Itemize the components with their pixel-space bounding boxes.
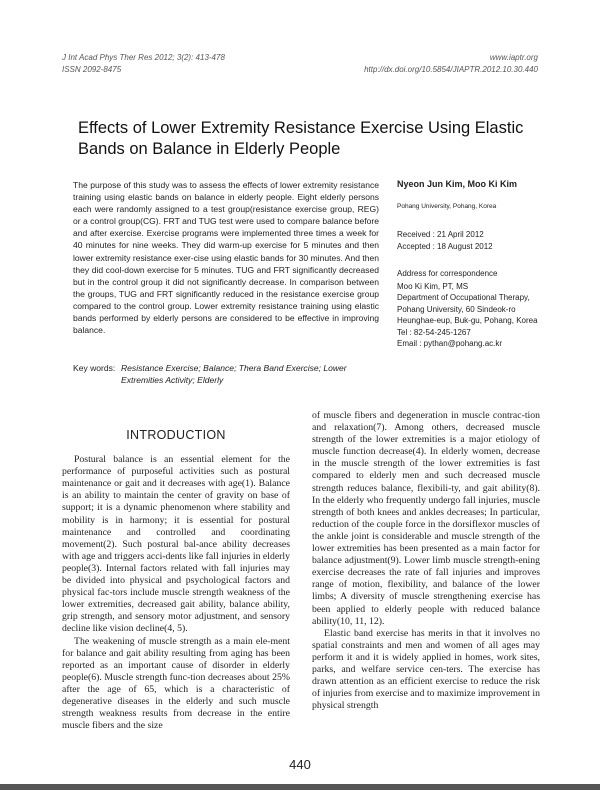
correspondence-line: Heunghae-eup, Buk-gu, Pohang, Korea [397, 316, 538, 325]
abstract: The purpose of this study was to assess the effects of lower extremity resistance training using elastic bands on balance in elderly people. Eight elderly persons each were randomly assigned to a test group(resistance exercise group, REG) or a control group(CG). FRT and TUG test were used to compare balance before and after exercise. Exercise programs were implemented three times a week for 40 minutes for nine weeks. They did warm-up exercise for 5 minutes and then lower extremity resistance exer-cise using elastic bands for 30 minutes. And then they did cool-down exercise for 5 minutes. TUG and FRT significantly decreased but in the control group it did not significantly decrease. In comparison between the groups, TUG and FRT significantly reduced in the resistance exercise group compared to the control group. Lower extremity resistance training using elastic bands performed by elderly persons are considered to be effective in improving balance. [73, 180, 379, 336]
correspondence-line: Pohang University, 60 Sindeok-ro [397, 304, 516, 314]
author-info [397, 179, 547, 350]
paragraph: The weakening of muscle strength as a main ele-ment for balance and gait ability resulting from aging has been reported as an important cause of disorder in elderly people(6). Muscle strength func-tion decreases about 25% after the age of 65, which is a characteristic of degenerative diseases in the elderly and such muscle strength weakness results from decrease in the entire muscle fibers and the size [62, 635, 290, 732]
correspondence-line: Department of Occupational Therapy, [397, 293, 530, 302]
paper-title: Effects of Lower Extremity Resistance Exercise Using Elastic Bands on Balance in Elderly People [78, 119, 524, 158]
body-column-left [62, 410, 290, 732]
website-link[interactable]: www.iaptr.org [489, 53, 538, 62]
dates [397, 229, 547, 252]
journal-citation: J Int Acad Phys Ther Res 2012; 3(2): 413-478 [62, 53, 225, 62]
keywords-value: Resistance Exercise; Balance; Thera Band Exercise; Lower Extremities Activity; Elderly [121, 363, 347, 385]
journal-header [62, 52, 225, 76]
affiliation: Pohang University, Pohang, Korea [397, 202, 497, 210]
received-date: Received : 21 April 2012 [397, 230, 484, 239]
correspondence-tel: Tel : 82-54-245-1267 [397, 327, 471, 337]
correspondence-title: Address for correspondence [397, 269, 498, 278]
keywords [73, 362, 383, 386]
correspondence-email[interactable]: Email : pythan@pohang.ac.kr [397, 339, 503, 348]
section-heading: INTRODUCTION [126, 428, 226, 442]
paragraph: Postural balance is an essential element for the performance of purposeful activities such as postural maintenance or gait and it decreases with age(1). Balance is an ability to maintain the center of gravity on base of support; it is a dynamic phenomenon where stability and mobility is in harmony; it is essential for postural maintenance and controlled and coordinating movement(2). Such postural bal-ance ability decreases with age and triggers acci-dents like fall injuries in elderly people(3). Internal factors related with fall injuries may be divided into physical and psychological factors and physical fac-tors include muscle strength weakness of the lower extremities, decreased gait ability, balance ability, grip strength, and sensory motor adjustment, and sensory decline like vision decline(4, 5). [62, 454, 290, 635]
footer-bar [0, 784, 600, 790]
authors: Nyeon Jun Kim, Moo Ki Kim [397, 179, 518, 189]
page-number: 440 [289, 757, 311, 772]
doi-link[interactable]: http://dx.doi.org/10.5854/JIAPTR.2012.10.30.440 [364, 65, 538, 74]
correspondence [397, 268, 547, 350]
body-column-right [312, 410, 540, 712]
journal-links [364, 52, 538, 76]
keywords-label: Key words: [73, 363, 116, 373]
accepted-date: Accepted : 18 August 2012 [397, 241, 493, 251]
paragraph: Elastic band exercise has merits in that it involves no spatial constraints and men and women of all ages may perform it and it is widely applied in homes, work sites, parks, and welfare service cen-ters. The exercise has drawn attention as an efficient exercise to reduce the risk of injuries from exercise and to maximize improvement in physical strength [312, 627, 540, 712]
correspondence-name: Moo Ki Kim, PT, MS [397, 281, 469, 291]
paragraph: of muscle fibers and degeneration in muscle contrac-tion and relaxation(7). Among others, decreased muscle strength of the lower extremities is a major etiology of muscle function decrease(4). In elderly women, decrease in the muscle strength of the lower extremities is fast compared to elderly men and such decreased muscle strength reduces balance, flexibili-ty, and gait ability(8). In the elderly who frequently undergo fall injuries, muscle strength of both knees and ankles decreases; In particular, reduction of the couple force in the dorsiflexor muscles of the ankle joint is considerable and muscle strength of the lower extremities has been presented as a main factor for balance adjustment(9). Lower limb muscle strength-ening exercise decreases the rate of fall injuries and improves range of motion, flexibility, and balance of the lower limbs; A diversity of muscle strengthening exercise has been applied to elderly people with reduced balance ability(10, 11, 12). [312, 410, 540, 627]
issn: ISSN 2092-8475 [62, 65, 122, 74]
